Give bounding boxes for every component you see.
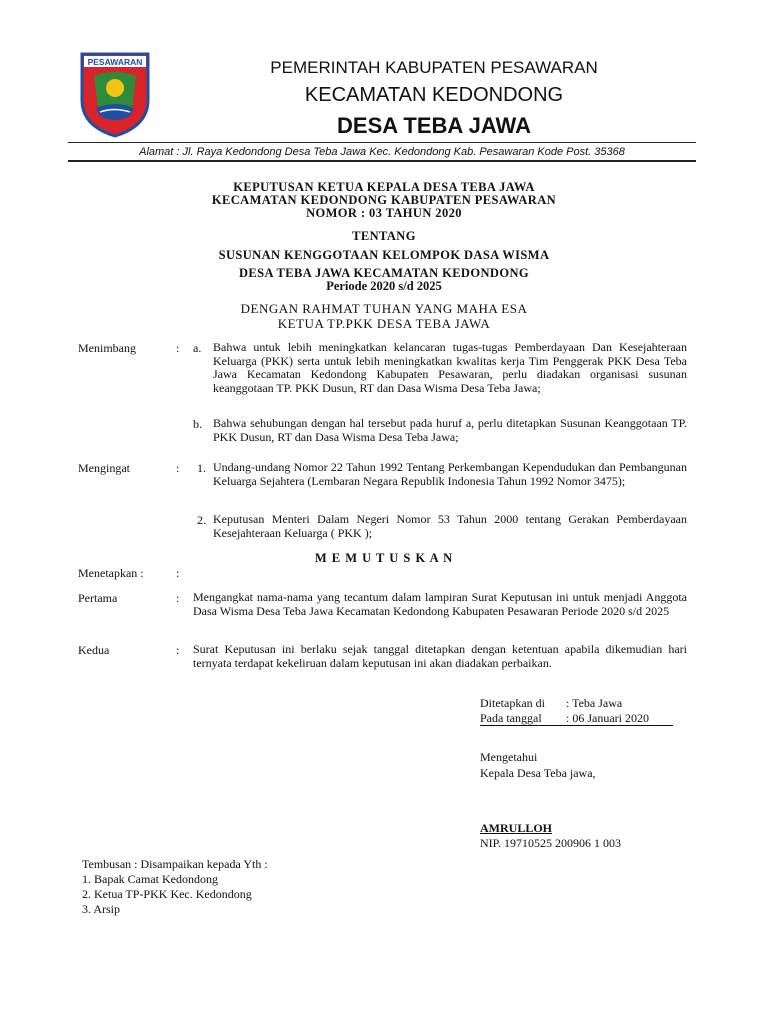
letterhead-address: Alamat : Jl. Raya Kedondong Desa Teba Jawa Kec. Kedondong Kab. Pesawaran Kode Post. 35368 <box>139 146 625 158</box>
mengingat-colon: : <box>176 461 180 475</box>
letterhead-government: PEMERINTAH KABUPATEN PESAWARAN <box>270 58 598 77</box>
decree-period: Periode 2020 s/d 2025 <box>326 279 442 293</box>
mengingat-1-text: Undang-undang Nomor 22 Tahun 1992 Tentang Perkembangan Kependudukan dan Pembangunan Keluarga Sejahtera (Lembaran Negara Republik Indonesia Tahun 1992 Nomor 3475); <box>213 460 687 488</box>
decree-invocation: DENGAN RAHMAT TUHAN YANG MAHA ESA <box>240 301 528 316</box>
mengetahui-label: Mengetahui <box>480 750 538 764</box>
tanggal-underline <box>480 725 673 726</box>
mengingat-1-marker: 1. <box>197 461 206 475</box>
pertama-label: Pertama <box>78 591 118 605</box>
svg-text:PESAWARAN: PESAWARAN <box>87 57 143 67</box>
tanggal-label: Pada tanggal <box>480 711 542 725</box>
mengingat-label: Mengingat <box>78 461 130 475</box>
menetapkan-label: Menetapkan : <box>78 566 144 580</box>
letterhead-village: DESA TEBA JAWA <box>337 113 531 138</box>
tembusan-item: 1. Bapak Camat Kedondong <box>82 872 218 886</box>
kedua-text: Surat Keputusan ini berlaku sejak tanggal ditetapkan dengan ketentuan apabila dikemudian hari ternyata terdapat kekeliruan dalam keputusan ini akan diadakan perbaikan. <box>193 642 687 670</box>
mengingat-2-text: Keputusan Menteri Dalam Negeri Nomor 53 Tahun 2000 tentang Gerakan Pemberdayaan Kesejahteraan Keluarga ( PKK ); <box>213 512 687 540</box>
decree-subject-line2: DESA TEBA JAWA KECAMATAN KEDONDONG <box>238 266 530 280</box>
menimbang-label: Menimbang <box>78 341 136 355</box>
tembusan-title: Tembusan : Disampaikan kepada Yth : <box>82 857 268 871</box>
menimbang-colon: : <box>176 341 180 355</box>
decree-title-line2: KECAMATAN KEDONDONG KABUPATEN PESAWARAN <box>211 193 557 207</box>
letterhead-district: KECAMATAN KEDONDONG <box>304 84 564 106</box>
kedua-label: Kedua <box>78 643 110 657</box>
kedua-colon: : <box>176 643 180 657</box>
letterhead-divider-bottom <box>68 160 696 162</box>
signatory-title: Kepala Desa Teba jawa, <box>480 766 596 780</box>
ditetapkan-value: : Teba Jawa <box>566 696 623 710</box>
menimbang-a-marker: a. <box>193 341 202 355</box>
signatory-name: AMRULLOH <box>480 821 552 835</box>
decree-subject-line1: SUSUNAN KENGGOTAAN KELOMPOK DASA WISMA <box>218 248 550 262</box>
menimbang-b-text: Bahwa sehubungan dengan hal tersebut pada huruf a, perlu ditetapkan Susunan Keanggotaan TP. PKK Dusun, RT dan Dasa Wisma Desa Teba Jawa; <box>213 416 687 444</box>
signatory-nip: NIP. 19710525 200906 1 003 <box>480 836 622 850</box>
pertama-colon: : <box>176 591 180 605</box>
decree-issuer: KETUA TP.PKK DESA TEBA JAWA <box>277 316 491 331</box>
menimbang-a-text: Bahwa untuk lebih meningkatkan kelancaran tugas-tugas Pemberdayaan Dan Kesejahteraan Keluarga (PKK) serta untuk lebih meningkatkan kwalitas kerja Tim Penggerak PKK Desa Teba Jawa Kecamatan Kedondong Kabupaten Pesawaran, perlu diadakan organisasi susunan keanggotaan TP. PKK Dusun, RT dan Dasa Wisma Desa Teba Jawa; <box>213 340 687 395</box>
memutuskan-heading: M E M U T U S K A N <box>314 551 454 565</box>
pertama-text: Mengangkat nama-nama yang tecantum dalam lampiran Surat Keputusan ini untuk menjadi Anggota Dasa Wisma Desa Teba Jawa Kecamatan Kedondong Kabupaten Pesawaran Periode 2020 s/d 2025 <box>193 590 687 618</box>
menetapkan-colon: : <box>176 566 180 580</box>
decree-tentang: TENTANG <box>352 229 416 243</box>
tembusan-item: 2. Ketua TP-PKK Kec. Kedondong <box>82 887 252 901</box>
ditetapkan-label: Ditetapkan di <box>480 696 545 710</box>
decree-number: NOMOR : 03 TAHUN 2020 <box>306 206 462 220</box>
decree-title-line1: KEPUTUSAN KETUA KEPALA DESA TEBA JAWA <box>233 180 535 194</box>
menimbang-b-marker: b. <box>193 417 202 431</box>
tembusan-item: 3. Arsip <box>82 902 121 916</box>
tanggal-value: : 06 Januari 2020 <box>566 711 649 725</box>
mengingat-2-marker: 2. <box>197 513 206 527</box>
letterhead-divider-top <box>68 142 696 143</box>
